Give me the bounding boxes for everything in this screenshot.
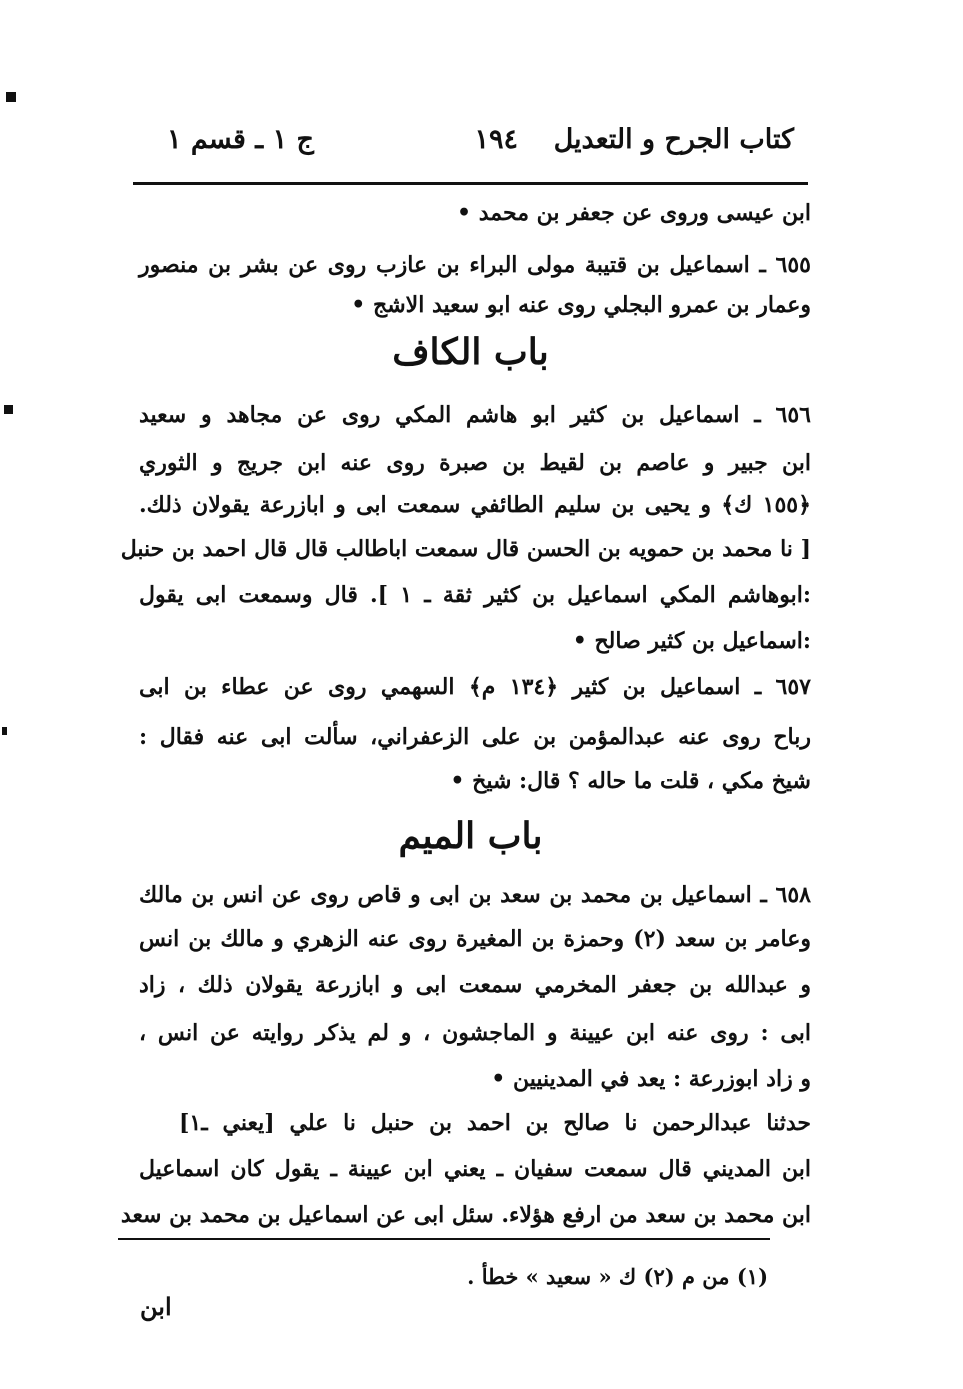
book-title: كتاب الجرح و التعديل bbox=[553, 124, 794, 155]
text-line: ابن جبير و عاصم بن لقيط بن صبرة روى عنه ابن جريج و الثوري bbox=[139, 450, 811, 476]
text-line: ابن عيسى وروى عن جعفر بن محمد • bbox=[457, 200, 811, 226]
entry-657: ٦٥٧ ـ اسماعيل بن كثير ﴿١٣٤ م﴾ السهمي روى عن عطاء بن ابى bbox=[139, 674, 811, 700]
footnote: (١) من م (٢) ك « سعيد » خطأ . bbox=[467, 1264, 768, 1289]
text-line: ابن المديني قال سمعت سفيان ـ يعني ابن عيينة ـ يقول كان اسماعيل bbox=[139, 1156, 811, 1182]
text-line: وعامر بن سعد (٢) وحمزة بن المغيرة روى عنه الزهري و مالك بن انس bbox=[139, 926, 811, 952]
scan-mark bbox=[4, 405, 13, 414]
text-line: ابن محمد بن سعد من ارفع هؤلاء. سئل ابى عن اسماعيل بن محمد بن سعد bbox=[120, 1202, 811, 1228]
text-line: و زاد ابوزرعة : يعد في المدينيين • bbox=[491, 1066, 811, 1092]
header-rule bbox=[133, 182, 808, 185]
text-line: شيخ مكي ، قلت ما حاله ؟ قال: شيخ • bbox=[450, 768, 811, 794]
footnote-rule bbox=[118, 1238, 770, 1240]
text-line: و عبدالله بن جعفر المخرمي سمعت ابى و ابازرعة يقولان ذلك ، زاد bbox=[139, 972, 811, 998]
text-line: [ نا محمد بن حمويه بن الحسن قال سمعت اباطالب قال قال احمد بن حنبل bbox=[120, 536, 811, 562]
section-heading-kaf: باب الكاف bbox=[392, 331, 549, 373]
scan-mark bbox=[6, 92, 16, 102]
page-header bbox=[133, 118, 808, 174]
text-line: ﴿١٥٥ ك﴾ و يحيى بن سليم الطائفي سمعت ابى و ابازرعة يقولان ذلك. bbox=[139, 492, 811, 518]
page-number: ١٩٤ bbox=[474, 124, 518, 155]
entry-656: ٦٥٦ ـ اسماعيل بن كثير ابو هاشم المكي روى عن مجاهد و سعيد bbox=[139, 402, 811, 428]
text-line: رباح روى عنه عبدالمؤمن بن على الزعفراني، سألت ابى عنه فقال : bbox=[139, 724, 811, 750]
text-line: :اسماعيل بن كثير صالح • bbox=[572, 628, 811, 654]
text-line: وعمار بن عمرو البجلي روى عنه ابو سعيد الاشج • bbox=[351, 292, 811, 318]
scan-mark bbox=[2, 727, 7, 735]
section-heading-mim: باب الميم bbox=[398, 815, 543, 857]
entry-655: ٦٥٥ ـ اسماعيل بن قتيبة مولى البراء بن عازب روى عن بشر بن منصور bbox=[139, 252, 811, 278]
text-line: :ابوهاشم المكي اسماعيل بن كثير ثقة ـ ١ ]. قال وسمعت ابى يقول bbox=[139, 582, 812, 608]
catchword: ابن bbox=[140, 1292, 172, 1321]
entry-658: ٦٥٨ ـ اسماعيل بن محمد بن سعد بن ابى و قاص روى عن انس بن مالك bbox=[139, 882, 811, 908]
volume-label: ج ١ ـ قسم ١ bbox=[167, 124, 314, 155]
text-line: ابى : روى عنه ابن عيينة و الماجشون ، و لم يذكر روايته عن انس ، bbox=[139, 1020, 811, 1046]
text-line: حدثنا عبدالرحمن نا صالح بن احمد بن حنبل نا علي [يعني ـ١] bbox=[179, 1110, 811, 1136]
